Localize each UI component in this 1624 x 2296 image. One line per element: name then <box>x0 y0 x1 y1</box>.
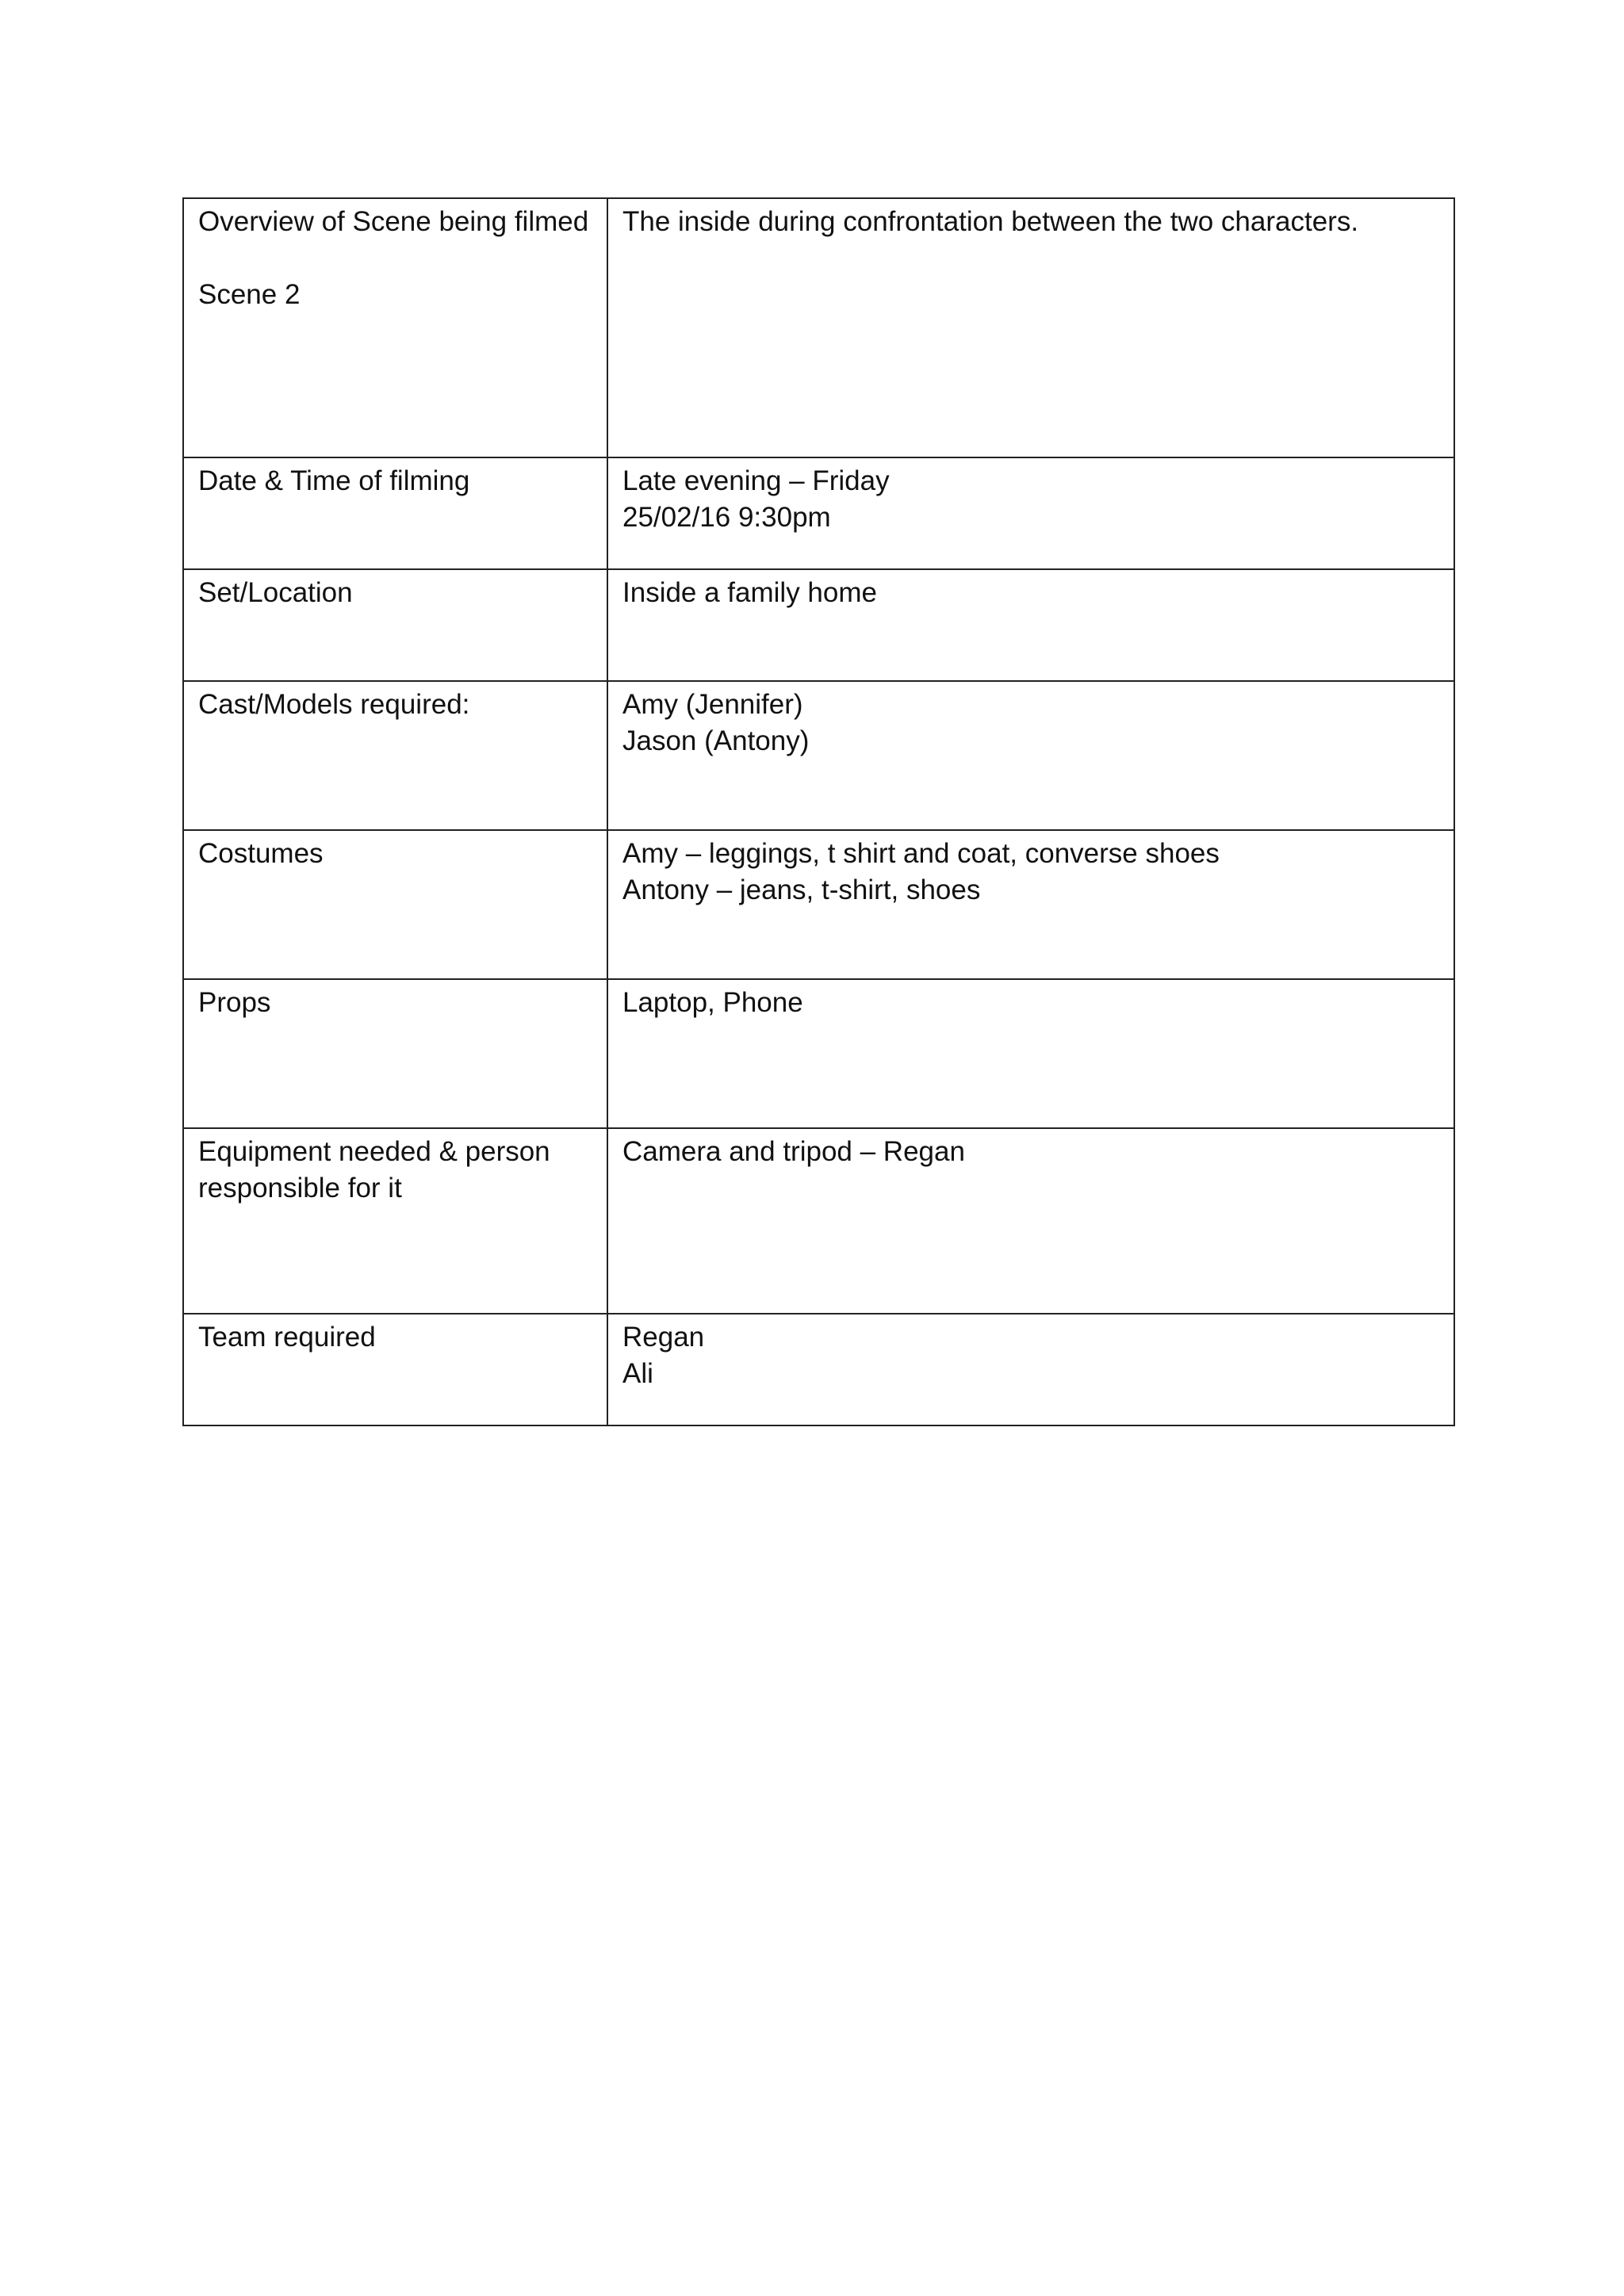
row-label: Costumes <box>198 838 324 869</box>
value-cell <box>607 1128 1454 1314</box>
label-cell <box>183 979 607 1128</box>
row-value: Amy (Jennifer) <box>622 689 803 720</box>
label-cell <box>183 830 607 979</box>
row-label: Cast/Models required: <box>198 689 470 720</box>
row-value: 25/02/16 9:30pm <box>622 502 831 533</box>
label-cell <box>183 457 607 569</box>
row-label: Team required <box>198 1322 376 1353</box>
row-value: Antony – jeans, t-shirt, shoes <box>622 874 981 905</box>
row-label: Props <box>198 987 271 1018</box>
value-cell <box>607 979 1454 1128</box>
row-label: responsible for it <box>198 1173 402 1203</box>
row-value: Ali <box>622 1358 653 1389</box>
row-props <box>183 979 1454 1128</box>
label-cell <box>183 198 607 457</box>
row-value: Laptop, Phone <box>622 987 803 1018</box>
value-cell <box>607 1314 1454 1425</box>
value-cell <box>607 457 1454 569</box>
blank-line <box>198 240 592 277</box>
row-label: Date & Time of filming <box>198 465 470 496</box>
row-label: Set/Location <box>198 577 353 608</box>
row-value: Amy – leggings, t shirt and coat, converse shoes <box>622 838 1220 869</box>
value-cell <box>607 569 1454 681</box>
row-label: Overview of Scene being filmed <box>198 206 589 237</box>
value-cell <box>607 681 1454 830</box>
row-value: Camera and tripod – Regan <box>622 1136 965 1167</box>
row-value: The inside during confrontation between the two characters. <box>622 206 1359 237</box>
scene-number: Scene 2 <box>198 279 301 310</box>
row-value: Inside a family home <box>622 577 877 608</box>
row-team <box>183 1314 1454 1425</box>
row-cast <box>183 681 1454 830</box>
row-label: Equipment needed & person <box>198 1136 550 1167</box>
row-equipment <box>183 1128 1454 1314</box>
value-cell <box>607 198 1454 457</box>
label-cell <box>183 569 607 681</box>
row-value: Regan <box>622 1322 705 1353</box>
production-sheet-table <box>182 197 1455 1426</box>
label-cell <box>183 681 607 830</box>
row-set-location <box>183 569 1454 681</box>
row-value: Jason (Antony) <box>622 725 810 756</box>
label-cell <box>183 1314 607 1425</box>
row-value: Late evening – Friday <box>622 465 890 496</box>
row-costumes <box>183 830 1454 979</box>
value-cell <box>607 830 1454 979</box>
row-date-time <box>183 457 1454 569</box>
label-cell <box>183 1128 607 1314</box>
row-scene-overview <box>183 198 1454 457</box>
